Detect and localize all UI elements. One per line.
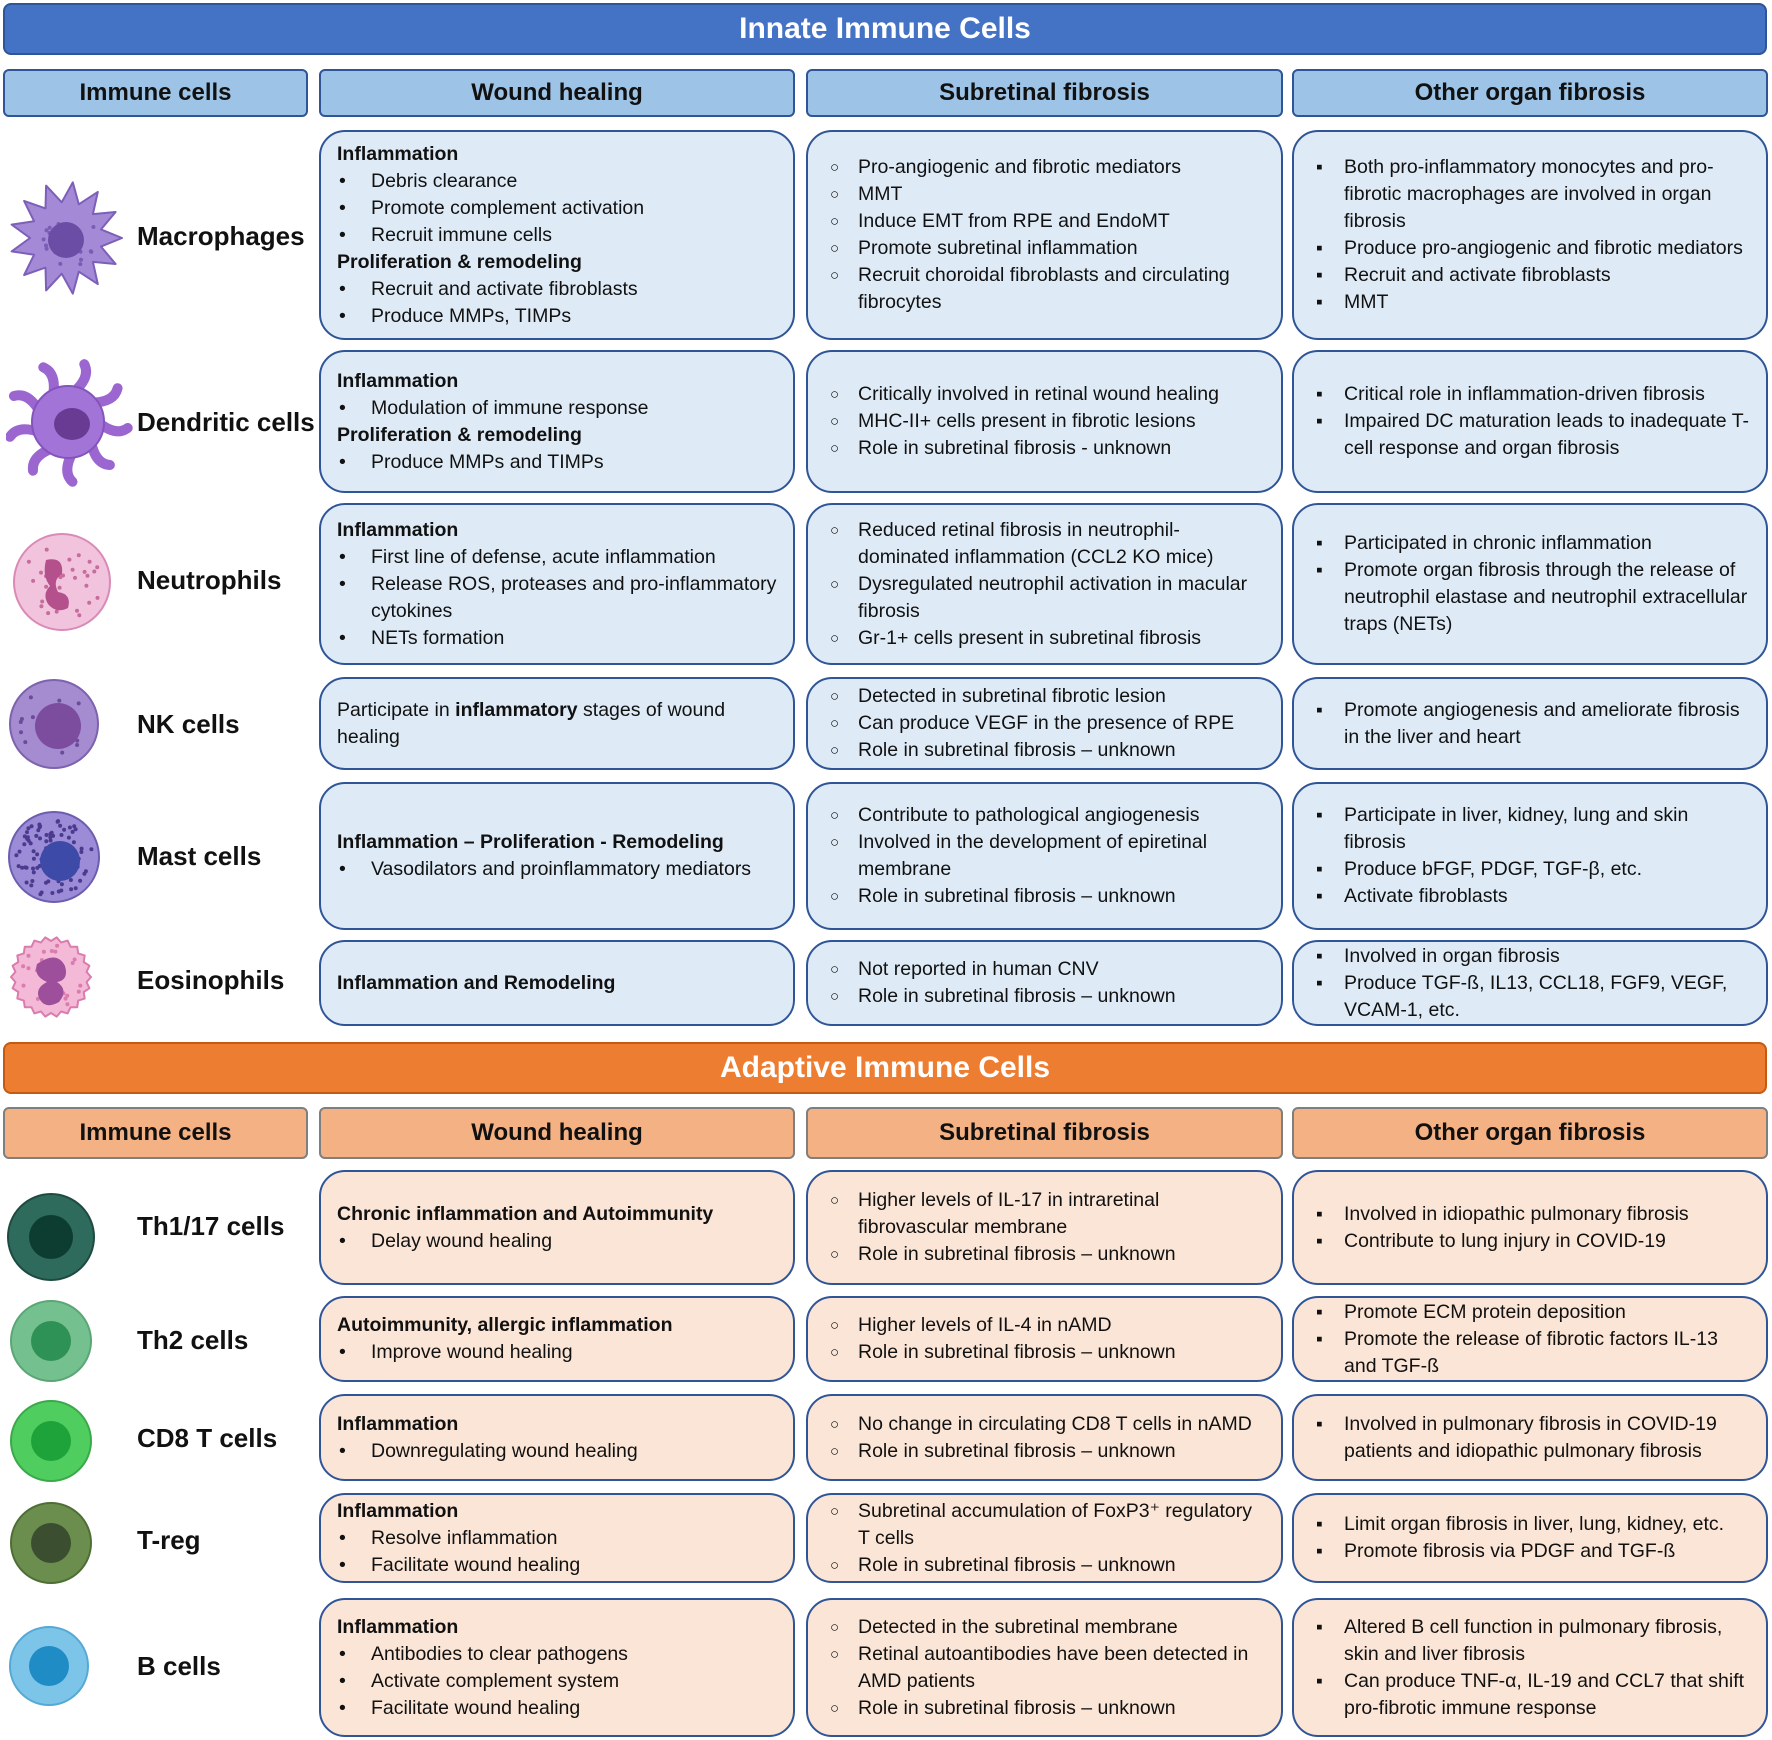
th2-cell-icon <box>8 1298 94 1384</box>
list-item: ○ Recruit choroidal fibroblasts and circulating fibrocytes <box>824 262 1265 316</box>
wound-list <box>337 1525 777 1579</box>
list-item: ▪ Involved in pulmonary fibrosis in COVID-19 patients and idiopathic pulmonary fibrosis <box>1310 1411 1750 1465</box>
b-cell-icon <box>7 1624 91 1708</box>
subretinal-fibrosis-box <box>806 940 1283 1026</box>
wound-group-title: Inflammation <box>337 1499 459 1522</box>
list-item: ▪ Promote fibrosis via PDGF and TGF-ß <box>1310 1538 1750 1565</box>
wound-healing-box <box>319 1493 795 1583</box>
list-item: ○ Detected in the subretinal membrane <box>824 1614 1265 1641</box>
subretinal-list <box>824 1312 1265 1366</box>
wound-healing-text <box>337 697 777 751</box>
subretinal-fibrosis-box <box>806 130 1283 340</box>
subretinal-fibrosis-box <box>806 782 1283 930</box>
other-list <box>1310 1411 1750 1465</box>
list-item: ○ Detected in subretinal fibrotic lesion <box>824 683 1265 710</box>
other-organ-fibrosis-box <box>1292 1296 1768 1382</box>
adaptive-header-cells: Immune cells <box>3 1107 308 1159</box>
wound-list <box>337 1641 777 1722</box>
list-item: • NETs formation <box>337 625 777 652</box>
other-organ-fibrosis-box <box>1292 130 1768 340</box>
other-list <box>1310 1614 1750 1722</box>
text-part: Participate in <box>337 698 456 721</box>
other-organ-fibrosis-box <box>1292 677 1768 770</box>
wound-group-title: Inflammation <box>337 369 459 392</box>
list-item: • Debris clearance <box>337 168 777 195</box>
wound-group-title: Inflammation <box>337 518 459 541</box>
list-item: ▪ Involved in idiopathic pulmonary fibrosis <box>1310 1201 1750 1228</box>
subretinal-fibrosis-box <box>806 503 1283 665</box>
list-item: ▪ Recruit and activate fibroblasts <box>1310 262 1750 289</box>
adaptive-header-other: Other organ fibrosis <box>1292 1107 1768 1159</box>
list-item: ▪ Limit organ fibrosis in liver, lung, kidney, etc. <box>1310 1511 1750 1538</box>
subretinal-fibrosis-box <box>806 350 1283 493</box>
mast-cell-icon <box>7 808 101 906</box>
list-item: ▪ Participate in liver, kidney, lung and skin fibrosis <box>1310 802 1750 856</box>
list-item: ○ Critically involved in retinal wound healing <box>824 381 1265 408</box>
other-organ-fibrosis-box <box>1292 782 1768 930</box>
innate-header-subretinal: Subretinal fibrosis <box>806 69 1283 117</box>
subretinal-list <box>824 1187 1265 1268</box>
wound-healing-box <box>319 350 795 493</box>
cell-name: Neutrophils <box>137 564 282 595</box>
wound-list <box>337 856 777 883</box>
list-item: • Modulation of immune response <box>337 395 777 422</box>
list-item: ○ Pro-angiogenic and fibrotic mediators <box>824 154 1265 181</box>
list-item: ▪ Participated in chronic inflammation <box>1310 530 1750 557</box>
list-item: ○ No change in circulating CD8 T cells in nAMD <box>824 1411 1265 1438</box>
cell-name: Dendritic cells <box>137 406 315 437</box>
t-reg-cell-icon <box>8 1500 94 1586</box>
neutrophil-icon <box>12 530 112 634</box>
wound-group-title: Chronic inflammation and Autoimmunity <box>337 1202 714 1225</box>
list-item: ○ Role in subretinal fibrosis – unknown <box>824 737 1265 764</box>
list-item: ○ Gr-1+ cells present in subretinal fibrosis <box>824 625 1265 652</box>
list-item: ○ Role in subretinal fibrosis – unknown <box>824 1339 1265 1366</box>
list-item: ○ Contribute to pathological angiogenesis <box>824 802 1265 829</box>
other-organ-fibrosis-box <box>1292 1598 1768 1737</box>
list-item: ○ Role in subretinal fibrosis – unknown <box>824 1241 1265 1268</box>
subretinal-fibrosis-box <box>806 1493 1283 1583</box>
list-item: ○ Higher levels of IL-17 in intraretinal fibrovascular membrane <box>824 1187 1265 1241</box>
list-item: • Downregulating wound healing <box>337 1438 777 1465</box>
other-organ-fibrosis-box <box>1292 1170 1768 1285</box>
wound-healing-box <box>319 782 795 930</box>
list-item: ▪ Activate fibroblasts <box>1310 883 1750 910</box>
nk-cell-icon <box>7 678 101 770</box>
wound-healing-box <box>319 1296 795 1382</box>
wound-list <box>337 1339 777 1366</box>
th1-17-cell-icon <box>5 1191 97 1283</box>
list-item: ▪ Produce TGF-ß, IL13, CCL18, FGF9, VEGF, VCAM-1, etc. <box>1310 970 1750 1024</box>
subretinal-list <box>824 802 1265 910</box>
list-item: • Promote complement activation <box>337 195 777 222</box>
subretinal-list <box>824 154 1265 316</box>
cell-name: CD8 T cells <box>137 1422 278 1453</box>
macrophage-icon <box>6 178 126 298</box>
list-item: ▪ Altered B cell function in pulmonary fibrosis, skin and liver fibrosis <box>1310 1614 1750 1668</box>
list-item: ○ Role in subretinal fibrosis - unknown <box>824 435 1265 462</box>
other-list <box>1310 1201 1750 1255</box>
list-item: ○ Can produce VEGF in the presence of RPE <box>824 710 1265 737</box>
list-item: ○ MMT <box>824 181 1265 208</box>
list-item: • Vasodilators and proinflammatory mediators <box>337 856 777 883</box>
dendritic-cell-icon <box>6 356 134 488</box>
other-organ-fibrosis-box <box>1292 1493 1768 1583</box>
list-item: ○ Retinal autoantibodies have been detected in AMD patients <box>824 1641 1265 1695</box>
list-item: ○ Involved in the development of epiretinal membrane <box>824 829 1265 883</box>
list-item: • Facilitate wound healing <box>337 1552 777 1579</box>
other-list <box>1310 1299 1750 1380</box>
wound-group-title: Inflammation and Remodeling <box>337 971 616 994</box>
subretinal-fibrosis-box <box>806 1296 1283 1382</box>
subretinal-list <box>824 1498 1265 1579</box>
list-item: ○ MHC-II+ cells present in fibrotic lesions <box>824 408 1265 435</box>
adaptive-banner-title: Adaptive Immune Cells <box>3 1042 1767 1094</box>
other-organ-fibrosis-box <box>1292 503 1768 665</box>
list-item: • Produce MMPs, TIMPs <box>337 303 777 330</box>
list-item: ○ Promote subretinal inflammation <box>824 235 1265 262</box>
wound-group-title: Inflammation <box>337 1615 459 1638</box>
wound-group-title: Inflammation – Proliferation - Remodeling <box>337 831 724 853</box>
list-item: • Delay wound healing <box>337 1228 777 1255</box>
adaptive-header-wound: Wound healing <box>319 1107 795 1159</box>
innate-header-other: Other organ fibrosis <box>1292 69 1768 117</box>
list-item: ▪ MMT <box>1310 289 1750 316</box>
cell-name: T-reg <box>137 1524 201 1555</box>
list-item: • Activate complement system <box>337 1668 777 1695</box>
list-item: • Produce MMPs and TIMPs <box>337 449 777 476</box>
list-item: ▪ Promote ECM protein deposition <box>1310 1299 1750 1326</box>
wound-healing-box <box>319 1170 795 1285</box>
cell-name: Eosinophils <box>137 964 285 995</box>
other-organ-fibrosis-box <box>1292 1394 1768 1481</box>
list-item: ▪ Impaired DC maturation leads to inadequate T-cell response and organ fibrosis <box>1310 408 1750 462</box>
list-item: ○ Dysregulated neutrophil activation in macular fibrosis <box>824 571 1265 625</box>
cell-name: Macrophages <box>137 220 305 251</box>
other-organ-fibrosis-box <box>1292 940 1768 1026</box>
wound-healing-box <box>319 1394 795 1481</box>
subretinal-fibrosis-box <box>806 1170 1283 1285</box>
list-item: • Facilitate wound healing <box>337 1695 777 1722</box>
list-item: • Resolve inflammation <box>337 1525 777 1552</box>
list-item: ▪ Critical role in inflammation-driven fibrosis <box>1310 381 1750 408</box>
list-item: ○ Subretinal accumulation of FoxP3⁺ regulatory T cells <box>824 1498 1265 1552</box>
other-organ-fibrosis-box <box>1292 350 1768 493</box>
list-item: • Antibodies to clear pathogens <box>337 1641 777 1668</box>
wound-group-title: Proliferation & remodeling <box>337 423 582 446</box>
innate-header-wound: Wound healing <box>319 69 795 117</box>
list-item: ▪ Involved in organ fibrosis <box>1310 943 1750 970</box>
other-list <box>1310 381 1750 462</box>
wound-list <box>337 276 777 330</box>
subretinal-list <box>824 956 1265 1010</box>
list-item: ○ Role in subretinal fibrosis – unknown <box>824 1438 1265 1465</box>
wound-healing-box <box>319 130 795 340</box>
other-list <box>1310 530 1750 638</box>
list-item: ▪ Can produce TNF-α, IL-19 and CCL7 that shift pro-fibrotic immune response <box>1310 1668 1750 1722</box>
list-item: ○ Induce EMT from RPE and EndoMT <box>824 208 1265 235</box>
wound-list <box>337 449 777 476</box>
eosinophil-icon <box>7 932 95 1022</box>
list-item: • First line of defense, acute inflammation <box>337 544 777 571</box>
adaptive-header-subretinal: Subretinal fibrosis <box>806 1107 1283 1159</box>
list-item: ○ Higher levels of IL-4 in nAMD <box>824 1312 1265 1339</box>
list-item: ○ Role in subretinal fibrosis – unknown <box>824 883 1265 910</box>
list-item: • Improve wound healing <box>337 1339 777 1366</box>
text-part-bold: inflammatory <box>455 698 578 721</box>
subretinal-list <box>824 381 1265 462</box>
cell-name: Th1/17 cells <box>137 1210 285 1241</box>
wound-group-title: Proliferation & remodeling <box>337 250 582 273</box>
wound-list <box>337 544 777 652</box>
cell-name: B cells <box>137 1650 221 1681</box>
subretinal-list <box>824 1411 1265 1465</box>
wound-list <box>337 395 777 422</box>
wound-list <box>337 1438 777 1465</box>
list-item: ▪ Promote the release of fibrotic factors IL-13 and TGF-ß <box>1310 1326 1750 1380</box>
wound-list <box>337 1228 777 1255</box>
subretinal-fibrosis-box <box>806 677 1283 770</box>
wound-group-title: Inflammation <box>337 142 459 165</box>
list-item: ▪ Promote angiogenesis and ameliorate fibrosis in the liver and heart <box>1310 697 1750 751</box>
list-item: • Recruit immune cells <box>337 222 777 249</box>
other-list <box>1310 1511 1750 1565</box>
list-item: ○ Role in subretinal fibrosis – unknown <box>824 983 1265 1010</box>
other-list <box>1310 697 1750 751</box>
list-item: ▪ Contribute to lung injury in COVID-19 <box>1310 1228 1750 1255</box>
wound-healing-box <box>319 677 795 770</box>
other-list <box>1310 802 1750 910</box>
other-list <box>1310 943 1750 1024</box>
subretinal-list <box>824 1614 1265 1722</box>
innate-banner-title: Innate Immune Cells <box>3 3 1767 55</box>
list-item: ▪ Promote organ fibrosis through the release of neutrophil elastase and neutrophil extracellular traps (NETs) <box>1310 557 1750 638</box>
list-item: ▪ Produce bFGF, PDGF, TGF-β, etc. <box>1310 856 1750 883</box>
list-item: ○ Role in subretinal fibrosis – unknown <box>824 1695 1265 1722</box>
wound-group-title: Autoimmunity, allergic inflammation <box>337 1314 673 1336</box>
list-item: • Release ROS, proteases and pro-inflammatory cytokines <box>337 571 777 625</box>
text-part: stages of wound healing <box>337 698 726 748</box>
subretinal-list <box>824 683 1265 764</box>
cell-name: NK cells <box>137 708 240 739</box>
subretinal-fibrosis-box <box>806 1598 1283 1737</box>
wound-list <box>337 168 777 249</box>
cell-name: Th2 cells <box>137 1324 249 1355</box>
wound-healing-box <box>319 1598 795 1737</box>
subretinal-fibrosis-box <box>806 1394 1283 1481</box>
list-item: ○ Role in subretinal fibrosis – unknown <box>824 1552 1265 1579</box>
wound-healing-box <box>319 940 795 1026</box>
list-item: ○ Not reported in human CNV <box>824 956 1265 983</box>
subretinal-list <box>824 517 1265 652</box>
wound-healing-box <box>319 503 795 665</box>
wound-group-title: Inflammation <box>337 1412 459 1435</box>
cd8-t-cell-icon <box>8 1398 94 1484</box>
list-item: ▪ Both pro-inflammatory monocytes and pro-fibrotic macrophages are involved in organ fibrosis <box>1310 154 1750 235</box>
list-item: ▪ Produce pro-angiogenic and fibrotic mediators <box>1310 235 1750 262</box>
innate-header-cells: Immune cells <box>3 69 308 117</box>
list-item: • Recruit and activate fibroblasts <box>337 276 777 303</box>
other-list <box>1310 154 1750 316</box>
cell-name: Mast cells <box>137 840 262 871</box>
list-item: ○ Reduced retinal fibrosis in neutrophil-dominated inflammation (CCL2 KO mice) <box>824 517 1265 571</box>
